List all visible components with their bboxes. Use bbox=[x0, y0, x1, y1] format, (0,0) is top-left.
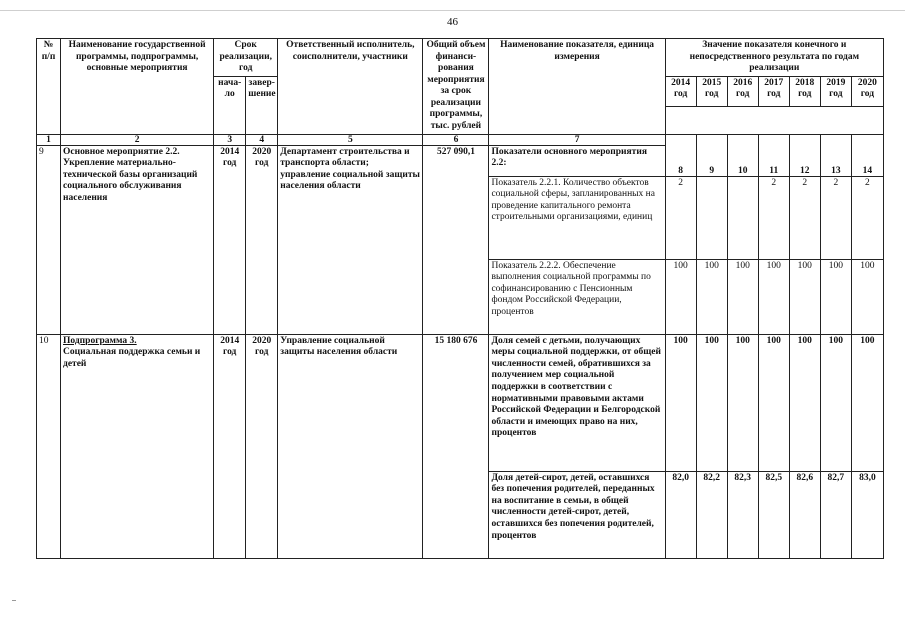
indicator-value: 2 bbox=[789, 176, 820, 259]
term-end: 2020 год bbox=[246, 334, 278, 558]
program-table-sheet bbox=[36, 38, 884, 559]
column-numbers-row bbox=[37, 134, 884, 145]
row-number: 9 bbox=[37, 145, 61, 334]
indicator-name: Доля семей с детьми, получающих меры социальной поддержки, от общей численности семей, обратившихся за получением мер социальной поддержки в соответствии с нормативными правовыми актами Российской Федерации и Белгородской области и имеющих право на них, процентов bbox=[489, 334, 665, 471]
indicator-name: Показатель 2.2.1. Количество объектов социальной сферы, запланированных на проведение капитального ремонта строительными организациями, единиц bbox=[489, 176, 665, 259]
indicator-value: 100 bbox=[789, 259, 820, 334]
indicator-value: 82,6 bbox=[789, 471, 820, 558]
col-number: 3 bbox=[214, 134, 246, 145]
row-number: 10 bbox=[37, 334, 61, 558]
header-col-responsible: Ответственный исполнитель, соисполнители, участники bbox=[278, 39, 423, 135]
header-year-2017: 2017 год bbox=[758, 76, 789, 106]
col-number: 10 bbox=[727, 134, 758, 176]
header-year-2015: 2015 год bbox=[696, 76, 727, 106]
col-number: 11 bbox=[758, 134, 789, 176]
indicator-heading: Показатели основного мероприятия 2.2: bbox=[489, 145, 665, 176]
indicator-name: Показатель 2.2.2. Обеспечение выполнения социальной программы по софинансированию с Пенсионным фондом Российской Федерации, процентов bbox=[489, 259, 665, 334]
header-col-indicator: Наименование показателя, единица измерения bbox=[489, 39, 665, 135]
financing-amount: 15 180 676 bbox=[423, 334, 489, 558]
header-years-spacer bbox=[665, 106, 883, 134]
activity-name: Основное мероприятие 2.2. Укрепление материально-технической базы организаций социального обслуживания населения bbox=[61, 145, 214, 334]
indicator-value: 100 bbox=[696, 334, 727, 471]
indicator-value: 2 bbox=[851, 176, 883, 259]
col-number: 6 bbox=[423, 134, 489, 145]
header-year-2016: 2016 год bbox=[727, 76, 758, 106]
indicator-value: 100 bbox=[820, 334, 851, 471]
col-number: 12 bbox=[789, 134, 820, 176]
financing-amount: 527 090,1 bbox=[423, 145, 489, 334]
indicator-value: 100 bbox=[851, 334, 883, 471]
col-number: 13 bbox=[820, 134, 851, 176]
indicator-value: 100 bbox=[727, 334, 758, 471]
indicator-value: 82,5 bbox=[758, 471, 789, 558]
subprogram-name bbox=[61, 334, 214, 558]
indicator-value: 100 bbox=[696, 259, 727, 334]
term-start: 2014 год bbox=[214, 334, 246, 558]
term-end: 2020 год bbox=[246, 145, 278, 334]
indicator-value: 100 bbox=[820, 259, 851, 334]
col-number: 9 bbox=[696, 134, 727, 176]
scan-margin-mark bbox=[12, 600, 16, 601]
indicator-value: 82,0 bbox=[665, 471, 696, 558]
indicator-value: 2 bbox=[820, 176, 851, 259]
indicator-value: 83,0 bbox=[851, 471, 883, 558]
program-indicators-table bbox=[36, 38, 884, 559]
header-col-name: Наименование государственной программы, подпрограммы, основные мероприятия bbox=[61, 39, 214, 135]
col-number: 8 bbox=[665, 134, 696, 176]
header-year-2019: 2019 год bbox=[820, 76, 851, 106]
indicator-value: 82,2 bbox=[696, 471, 727, 558]
responsible: Управление социальной защиты населения области bbox=[278, 334, 423, 558]
col-number: 1 bbox=[37, 134, 61, 145]
indicator-value: 2 bbox=[758, 176, 789, 259]
indicator-name: Доля детей-сирот, детей, оставшихся без попечения родителей, переданных на воспитание в семьи, в общей численности детей-сирот, детей, оставшихся без попечения родителей, процентов bbox=[489, 471, 665, 558]
header-term-end: завер- шение bbox=[246, 76, 278, 134]
header-year-2014: 2014 год bbox=[665, 76, 696, 106]
indicator-value: 100 bbox=[665, 259, 696, 334]
header-col-term: Срок реализации, год bbox=[214, 39, 278, 77]
indicator-value: 100 bbox=[758, 334, 789, 471]
header-year-2020: 2020 год bbox=[851, 76, 883, 106]
indicator-value: 100 bbox=[665, 334, 696, 471]
col-number: 14 bbox=[851, 134, 883, 176]
subprogram-title: Подпрограмма 3. bbox=[63, 335, 137, 346]
indicator-value: 82,3 bbox=[727, 471, 758, 558]
page-number: 46 bbox=[447, 16, 458, 28]
responsible: Департамент строительства и транспорта области; управление социальной защиты населения области bbox=[278, 145, 423, 334]
header-col-values: Значение показателя конечного и непосредственного результата по годам реализации bbox=[665, 39, 883, 77]
col-number: 2 bbox=[61, 134, 214, 145]
indicator-value: 100 bbox=[727, 259, 758, 334]
col-number: 4 bbox=[246, 134, 278, 145]
subprogram-description: Социальная поддержка семьи и детей bbox=[63, 347, 201, 369]
header-col-no: № п/п bbox=[37, 39, 61, 135]
indicator-value: 100 bbox=[758, 259, 789, 334]
header-year-2018: 2018 год bbox=[789, 76, 820, 106]
table-row bbox=[37, 334, 884, 471]
header-term-start: нача- ло bbox=[214, 76, 246, 134]
indicator-value: 82,7 bbox=[820, 471, 851, 558]
scan-edge-line bbox=[0, 10, 905, 11]
term-start: 2014 год bbox=[214, 145, 246, 334]
indicator-value bbox=[727, 176, 758, 259]
col-number: 7 bbox=[489, 134, 665, 145]
indicator-value: 100 bbox=[789, 334, 820, 471]
indicator-value bbox=[696, 176, 727, 259]
indicator-value: 2 bbox=[665, 176, 696, 259]
col-number: 5 bbox=[278, 134, 423, 145]
indicator-value: 100 bbox=[851, 259, 883, 334]
header-col-financing: Общий объем финанси- рования мероприятия за срок реализации программы, тыс. рублей bbox=[423, 39, 489, 135]
